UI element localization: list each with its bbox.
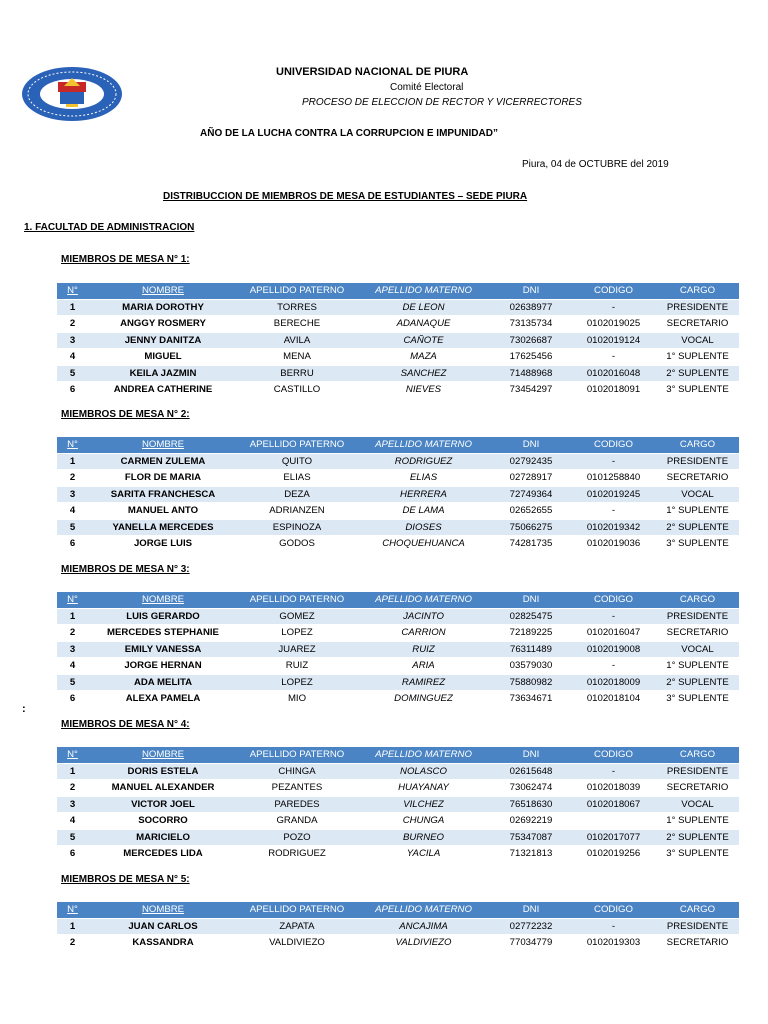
cell-num: 1 [57,608,88,625]
cell-apellido-paterno: RODRIGUEZ [238,846,356,863]
cell-num: 1 [57,763,88,780]
table-row [57,625,739,642]
cell-apellido-paterno: JUAREZ [238,641,356,658]
cell-codigo: - [571,763,656,780]
table-row [57,829,739,846]
cell-codigo: 0102019245 [571,486,656,503]
cell-num: 1 [57,299,88,316]
table-row [57,763,739,780]
cell-apellido-paterno: AVILA [238,332,356,349]
header-dni: DNI [491,283,571,299]
cell-apellido-paterno: ZAPATA [238,918,356,935]
cell-cargo: 1° SUPLENTE [656,813,739,830]
cell-cargo: VOCAL [656,796,739,813]
header-nombre: NOMBRE [88,283,238,299]
cell-codigo: 0102018104 [571,691,656,708]
header-cargo: CARGO [656,437,739,453]
faculty-heading: 1. FACULTAD DE ADMINISTRACION [24,222,195,233]
header-codigo: CODIGO [571,747,656,763]
cell-cargo: PRESIDENTE [656,453,739,470]
cell-num: 6 [57,691,88,708]
table-row [57,813,739,830]
cell-dni: 02652655 [491,503,571,520]
table-row [57,382,739,399]
cell-num: 5 [57,365,88,382]
table-row [57,608,739,625]
cell-num: 2 [57,935,88,952]
cell-apellido-paterno: POZO [238,829,356,846]
cell-nombre: EMILY VANESSA [88,641,238,658]
cell-cargo: PRESIDENTE [656,918,739,935]
cell-cargo: PRESIDENTE [656,763,739,780]
cell-dni: 77034779 [491,935,571,952]
cell-codigo: - [571,503,656,520]
cell-apellido-paterno: DEZA [238,486,356,503]
header-dni: DNI [491,902,571,918]
header-apellido-paterno: APELLIDO PATERNO [238,902,356,918]
cell-apellido-paterno: LOPEZ [238,674,356,691]
cell-codigo: 0102019342 [571,519,656,536]
cell-cargo: VOCAL [656,486,739,503]
cell-num: 5 [57,674,88,691]
cell-codigo: 0102017077 [571,829,656,846]
cell-codigo: 0102018091 [571,382,656,399]
cell-nombre: CARMEN ZULEMA [88,453,238,470]
committee-name: Comité Electoral [390,82,464,93]
header-dni: DNI [491,747,571,763]
cell-dni: 02792435 [491,453,571,470]
cell-codigo: 0102018039 [571,780,656,797]
cell-dni: 02728917 [491,470,571,487]
header-apellido-materno: APELLIDO MATERNO [356,283,491,299]
cell-apellido-paterno: ESPINOZA [238,519,356,536]
cell-codigo: - [571,658,656,675]
table-row [57,935,739,952]
cell-dni: 71488968 [491,365,571,382]
cell-codigo: 0102019025 [571,316,656,333]
header-num: N° [57,902,88,918]
cell-apellido-paterno: GRANDA [238,813,356,830]
header-nombre: NOMBRE [88,902,238,918]
mesa-2-title: MIEMBROS DE MESA N° 2: [61,409,190,420]
cell-nombre: KEILA JAZMIN [88,365,238,382]
header-apellido-paterno: APELLIDO PATERNO [238,592,356,608]
cell-dni: 73634671 [491,691,571,708]
cell-dni: 76311489 [491,641,571,658]
header-codigo: CODIGO [571,437,656,453]
cell-num: 5 [57,829,88,846]
cell-apellido-materno: ANCAJIMA [356,918,491,935]
table-row [57,349,739,366]
cell-codigo: 0102019036 [571,536,656,553]
cell-nombre: DORIS ESTELA [88,763,238,780]
cell-nombre: MANUEL ALEXANDER [88,780,238,797]
cell-apellido-materno: RAMIREZ [356,674,491,691]
table-header-row [57,592,739,608]
table-row [57,674,739,691]
header-codigo: CODIGO [571,902,656,918]
cell-dni: 73454297 [491,382,571,399]
cell-apellido-materno: DOMINGUEZ [356,691,491,708]
cell-dni: 73135734 [491,316,571,333]
cell-apellido-paterno: BERRU [238,365,356,382]
cell-nombre: SOCORRO [88,813,238,830]
cell-dni: 02772232 [491,918,571,935]
cell-dni: 03579030 [491,658,571,675]
cell-dni: 71321813 [491,846,571,863]
header-num: N° [57,592,88,608]
cell-num: 2 [57,470,88,487]
cell-cargo: 3° SUPLENTE [656,691,739,708]
table-row [57,780,739,797]
cell-codigo: - [571,299,656,316]
mesa-4-table [57,747,739,863]
cell-dni: 73026687 [491,332,571,349]
cell-apellido-materno: NIEVES [356,382,491,399]
cell-dni: 02692219 [491,813,571,830]
cell-cargo: 3° SUPLENTE [656,846,739,863]
table-row [57,846,739,863]
cell-apellido-paterno: BERECHE [238,316,356,333]
cell-num: 2 [57,625,88,642]
cell-nombre: MANUEL ANTO [88,503,238,520]
table-row [57,519,739,536]
cell-apellido-paterno: VALDIVIEZO [238,935,356,952]
cell-dni: 72749364 [491,486,571,503]
cell-apellido-paterno: CHINGA [238,763,356,780]
cell-cargo: 3° SUPLENTE [656,382,739,399]
cell-cargo: PRESIDENTE [656,608,739,625]
cell-apellido-paterno: PAREDES [238,796,356,813]
table-row [57,918,739,935]
cell-cargo: SECRETARIO [656,316,739,333]
cell-cargo: 2° SUPLENTE [656,674,739,691]
cell-apellido-materno: RODRIGUEZ [356,453,491,470]
cell-nombre: JUAN CARLOS [88,918,238,935]
mesa-5-table [57,902,739,952]
cell-apellido-materno: CHUNGA [356,813,491,830]
cell-dni: 02615648 [491,763,571,780]
cell-apellido-materno: BURNEO [356,829,491,846]
header-apellido-materno: APELLIDO MATERNO [356,902,491,918]
cell-cargo: VOCAL [656,641,739,658]
header-apellido-paterno: APELLIDO PATERNO [238,747,356,763]
cell-nombre: ALEXA PAMELA [88,691,238,708]
cell-apellido-materno: ADANAQUE [356,316,491,333]
header-cargo: CARGO [656,747,739,763]
cell-nombre: MERCEDES STEPHANIE [88,625,238,642]
cell-nombre: JORGE HERNAN [88,658,238,675]
cell-dni: 02825475 [491,608,571,625]
cell-nombre: SARITA FRANCHESCA [88,486,238,503]
cell-num: 4 [57,349,88,366]
table-row [57,453,739,470]
cell-codigo: - [571,349,656,366]
cell-cargo: 1° SUPLENTE [656,503,739,520]
cell-apellido-paterno: CASTILLO [238,382,356,399]
cell-apellido-materno: CHOQUEHUANCA [356,536,491,553]
cell-nombre: ADA MELITA [88,674,238,691]
header-apellido-paterno: APELLIDO PATERNO [238,437,356,453]
cell-codigo: 0102018009 [571,674,656,691]
table-row [57,299,739,316]
cell-num: 1 [57,453,88,470]
cell-num: 4 [57,813,88,830]
distribution-title: DISTRIBUCCION DE MIEMBROS DE MESA DE ESTUDIANTES – SEDE PIURA [163,191,528,202]
header-cargo: CARGO [656,592,739,608]
cell-cargo: 2° SUPLENTE [656,829,739,846]
table-row [57,691,739,708]
cell-nombre: JENNY DANITZA [88,332,238,349]
cell-codigo: 0102019008 [571,641,656,658]
header-cargo: CARGO [656,902,739,918]
table-row [57,316,739,333]
cell-apellido-paterno: PEZANTES [238,780,356,797]
cell-apellido-materno: RUIZ [356,641,491,658]
cell-cargo: 1° SUPLENTE [656,349,739,366]
cell-codigo: 0102018067 [571,796,656,813]
header-nombre: NOMBRE [88,592,238,608]
cell-codigo [571,813,656,830]
mesa-1-table [57,283,739,399]
cell-dni: 75347087 [491,829,571,846]
cell-apellido-materno: HUAYANAY [356,780,491,797]
cell-dni: 74281735 [491,536,571,553]
cell-nombre: MIGUEL [88,349,238,366]
table-header-row [57,747,739,763]
cell-apellido-materno: ELIAS [356,470,491,487]
header-dni: DNI [491,437,571,453]
cell-codigo: - [571,918,656,935]
cell-dni: 75066275 [491,519,571,536]
cell-cargo: VOCAL [656,332,739,349]
process-title: PROCESO DE ELECCION DE RECTOR Y VICERRECTORES [302,97,582,108]
cell-codigo: 0102016048 [571,365,656,382]
cell-num: 2 [57,316,88,333]
mesa-4-title: MIEMBROS DE MESA N° 4: [61,719,190,730]
cell-apellido-materno: JACINTO [356,608,491,625]
cell-num: 3 [57,332,88,349]
header-apellido-materno: APELLIDO MATERNO [356,437,491,453]
cell-dni: 76518630 [491,796,571,813]
cell-dni: 75880982 [491,674,571,691]
cell-cargo: SECRETARIO [656,780,739,797]
cell-cargo: 2° SUPLENTE [656,519,739,536]
table-row [57,796,739,813]
cell-codigo: 0101258840 [571,470,656,487]
cell-apellido-paterno: MIO [238,691,356,708]
mesa-3-title: MIEMBROS DE MESA N° 3: [61,564,190,575]
cell-apellido-paterno: QUITO [238,453,356,470]
university-seal-logo [20,66,124,122]
cell-cargo: SECRETARIO [656,625,739,642]
cell-apellido-paterno: GOMEZ [238,608,356,625]
cell-nombre: MARICIELO [88,829,238,846]
cell-apellido-materno: CAÑOTE [356,332,491,349]
cell-apellido-paterno: TORRES [238,299,356,316]
cell-apellido-materno: VILCHEZ [356,796,491,813]
cell-num: 6 [57,846,88,863]
cell-nombre: JORGE LUIS [88,536,238,553]
cell-codigo: 0102019256 [571,846,656,863]
cell-num: 3 [57,796,88,813]
mesa-3-table [57,592,739,708]
cell-codigo: 0102019124 [571,332,656,349]
mesa-2-table [57,437,739,553]
table-row [57,536,739,553]
cell-apellido-materno: DE LEON [356,299,491,316]
mesa-5-title: MIEMBROS DE MESA N° 5: [61,874,190,885]
cell-apellido-materno: VALDIVIEZO [356,935,491,952]
cell-dni: 02638977 [491,299,571,316]
cell-cargo: 3° SUPLENTE [656,536,739,553]
cell-num: 3 [57,486,88,503]
header-apellido-materno: APELLIDO MATERNO [356,592,491,608]
cell-nombre: FLOR DE MARIA [88,470,238,487]
cell-num: 6 [57,536,88,553]
cell-cargo: 2° SUPLENTE [656,365,739,382]
cell-nombre: YANELLA MERCEDES [88,519,238,536]
cell-cargo: SECRETARIO [656,470,739,487]
cell-apellido-materno: MAZA [356,349,491,366]
table-header-row [57,437,739,453]
cell-apellido-materno: DIOSES [356,519,491,536]
cell-cargo: 1° SUPLENTE [656,658,739,675]
stray-colon-mark: : [22,703,26,715]
cell-apellido-materno: YACILA [356,846,491,863]
table-header-row [57,902,739,918]
cell-nombre: MARIA DOROTHY [88,299,238,316]
cell-apellido-paterno: RUIZ [238,658,356,675]
header-num: N° [57,437,88,453]
cell-num: 1 [57,918,88,935]
table-row [57,658,739,675]
header-num: N° [57,283,88,299]
document-date: Piura, 04 de OCTUBRE del 2019 [522,159,669,170]
table-row [57,470,739,487]
header-cargo: CARGO [656,283,739,299]
cell-codigo: - [571,608,656,625]
cell-num: 4 [57,658,88,675]
table-row [57,503,739,520]
cell-apellido-materno: HERRERA [356,486,491,503]
cell-nombre: ANGGY ROSMERY [88,316,238,333]
table-row [57,365,739,382]
cell-num: 5 [57,519,88,536]
cell-num: 4 [57,503,88,520]
cell-num: 3 [57,641,88,658]
year-motto: AÑO DE LA LUCHA CONTRA LA CORRUPCION E IMPUNIDAD” [200,128,498,139]
cell-dni: 72189225 [491,625,571,642]
cell-apellido-materno: CARRION [356,625,491,642]
header-codigo: CODIGO [571,283,656,299]
header-dni: DNI [491,592,571,608]
cell-apellido-paterno: ELIAS [238,470,356,487]
header-num: N° [57,747,88,763]
cell-codigo: 0102019303 [571,935,656,952]
cell-dni: 17625456 [491,349,571,366]
cell-cargo: PRESIDENTE [656,299,739,316]
header-codigo: CODIGO [571,592,656,608]
mesa-1-title: MIEMBROS DE MESA N° 1: [61,254,190,265]
table-row [57,486,739,503]
cell-nombre: ANDREA CATHERINE [88,382,238,399]
cell-apellido-paterno: MENA [238,349,356,366]
cell-apellido-paterno: LOPEZ [238,625,356,642]
cell-apellido-materno: SANCHEZ [356,365,491,382]
header-apellido-paterno: APELLIDO PATERNO [238,283,356,299]
cell-nombre: KASSANDRA [88,935,238,952]
table-header-row [57,283,739,299]
cell-apellido-materno: NOLASCO [356,763,491,780]
cell-codigo: 0102016047 [571,625,656,642]
cell-dni: 73062474 [491,780,571,797]
cell-nombre: MERCEDES LIDA [88,846,238,863]
cell-apellido-materno: ARIA [356,658,491,675]
university-name: UNIVERSIDAD NACIONAL DE PIURA [276,66,469,78]
cell-apellido-paterno: GODOS [238,536,356,553]
cell-cargo: SECRETARIO [656,935,739,952]
cell-num: 2 [57,780,88,797]
header-nombre: NOMBRE [88,747,238,763]
cell-codigo: - [571,453,656,470]
table-row [57,332,739,349]
cell-apellido-paterno: ADRIANZEN [238,503,356,520]
cell-apellido-materno: DE LAMA [356,503,491,520]
header-nombre: NOMBRE [88,437,238,453]
header-apellido-materno: APELLIDO MATERNO [356,747,491,763]
cell-nombre: VICTOR JOEL [88,796,238,813]
cell-nombre: LUIS GERARDO [88,608,238,625]
cell-num: 6 [57,382,88,399]
table-row [57,641,739,658]
